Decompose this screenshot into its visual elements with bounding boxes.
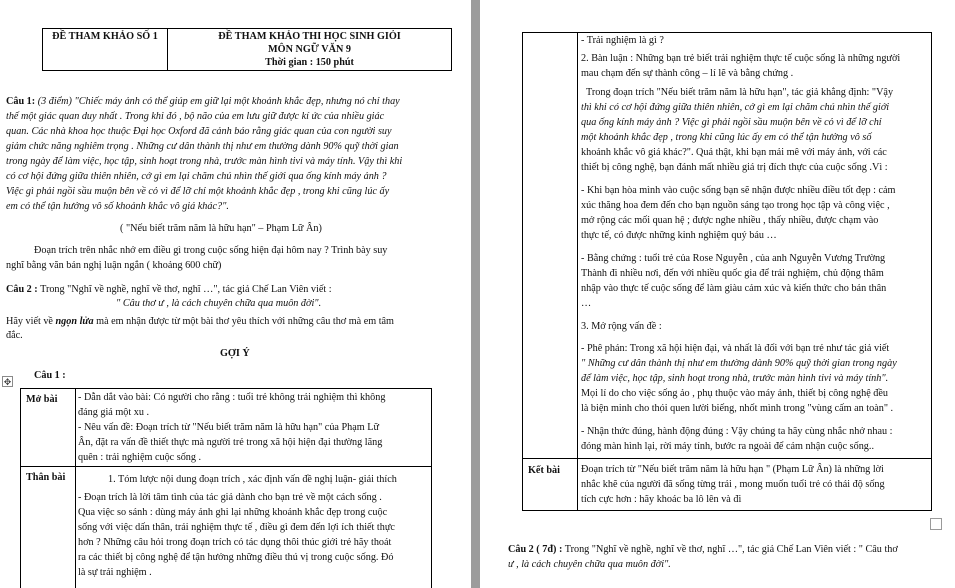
mo-bai-line: - Dẫn dắt vào bài: Có người cho rằng : tuổi trẻ không trải nghiệm thì không bbox=[78, 392, 386, 403]
hint-title: GỢI Ý bbox=[220, 348, 250, 359]
rp-line: - Trải nghiệm là gì ? bbox=[581, 35, 664, 46]
exam-header-table bbox=[42, 28, 452, 71]
rp-line: mở rộng các mối quan hệ ; được nghe nhiều , thấy nhiều, được chạm vào bbox=[581, 215, 879, 226]
q1-text-line: "Chiếc máy ảnh có thể giúp em giữ lại một khoảnh khắc đẹp, nhưng nó chỉ thay bbox=[74, 96, 400, 107]
rp-line: - Nhận thức đúng, hành động đúng : Vậy chúng ta hãy cùng nhắc nhở nhau : bbox=[581, 426, 893, 437]
than-bai-line: sống với việc dấn thân, trải nghiệm thực tế , điều gì đem đến lợi ích thiết thực bbox=[78, 522, 395, 533]
ket-bai-line: tích cực hơn : hãy khoác ba lô lên và đi bbox=[581, 494, 742, 505]
rp-line: - Bằng chứng : tuổi trẻ của Rose Nguyễn , của anh Nguyễn Vương Trường bbox=[581, 253, 886, 264]
outline-table-divider-right bbox=[577, 32, 578, 511]
mo-bai-label: Mở bài bbox=[26, 394, 58, 405]
rp-line: để làm việc, học tập, sinh hoạt trong nhà, trước màn hình tivi và máy tính". bbox=[581, 373, 889, 384]
q1-label: Câu 1: bbox=[6, 96, 36, 107]
resize-handle-icon[interactable] bbox=[930, 518, 942, 530]
exam-title-line1: ĐỀ THAM KHẢO THI HỌC SINH GIỎI bbox=[218, 31, 401, 42]
q2-answer-text2: ư , là cách chuyên chữa qua muôn đời". bbox=[508, 559, 671, 570]
rp-line: một khoảnh khắc đẹp , trong khi cũng lúc ấy em có thể tận hưởng vô số bbox=[581, 132, 872, 143]
mo-bai-line: đáng giá một xu . bbox=[78, 407, 150, 418]
rp-line: - Phê phán: Trong xã hội hiện đại, và nhất là đối với bạn trẻ như tác giả viết bbox=[581, 343, 890, 354]
exam-title-line2: MÔN NGỮ VĂN 9 bbox=[268, 44, 351, 55]
q1-first-line bbox=[6, 94, 400, 109]
exam-time: Thời gian : 150 phút bbox=[265, 57, 354, 68]
rp-line: 2. Bàn luận : Những bạn trẻ biết trải nghiệm thực tế cuộc sống là những người bbox=[581, 53, 901, 64]
q2-prompt-line bbox=[6, 282, 332, 297]
ket-bai-line: Đoạn trích từ "Nếu biết trăm năm là hữu hạn " (Phạm Lữ Ân) là những lời bbox=[581, 464, 884, 475]
rp-line: khoảnh khắc vô giá khác?". Quả thật, khi bạn mải mê với máy ảnh, với các bbox=[581, 147, 887, 158]
than-bai-line: hơn ? Những câu hỏi trong đoạn trích có tác dụng thôi thúc giới trẻ hãy thoát bbox=[78, 537, 392, 548]
rp-line: Mọi lí do cho việc sống ảo , phụ thuộc vào máy ảnh, thiết bị công nghệ đều bbox=[581, 388, 888, 399]
ket-bai-line: nhắc khẽ của người đã sống từng trải , mong muốn tuổi trẻ có thái độ sống bbox=[581, 479, 885, 490]
q2-answer-line bbox=[508, 542, 898, 557]
move-handle-icon[interactable]: ✥ bbox=[3, 377, 12, 387]
q1-text-line: quan. Các nhà khoa học thuộc Đại học Oxford đã cảnh báo rằng giác quan của con người suy bbox=[6, 126, 392, 137]
outline-table-row-divider bbox=[20, 466, 432, 467]
q1-text-line: em có thể tận hưởng vô số khoảnh khắc vô giá khác?". bbox=[6, 201, 229, 212]
ket-bai-row-divider bbox=[522, 458, 932, 459]
rp-line: - Khi bạn hòa mình vào cuộc sống bạn sẽ nhận được nhiều điều tốt đẹp : cảm bbox=[581, 185, 896, 196]
rp-line: Trong đoạn trích "Nếu biết trăm năm là hữu hạn", tác giả khẳng định: "Vậy bbox=[586, 87, 894, 98]
than-bai-line: là sự trải nghiệm . bbox=[78, 567, 152, 578]
outline-table-divider bbox=[75, 388, 76, 588]
q2-quote: " Câu thơ ư , là cách chuyên chữa qua muôn đời". bbox=[116, 298, 322, 309]
q2-prompt: Trong "Nghĩ về nghề, nghĩ về thơ, nghĩ …", tác giả Chế Lan Viên viết : bbox=[40, 284, 332, 295]
rp-line: Thành đi nhiều nơi, đến với nhiều quốc gia để trải nghiệm, chủ động thâm bbox=[581, 268, 884, 279]
mo-bai-line: - Nêu vấn đề: Đoạn trích từ "Nếu biết trăm năm là hữu hạn" của Phạm Lữ bbox=[78, 422, 379, 433]
q2-task-emphasis: ngọn lửa bbox=[55, 316, 94, 327]
mo-bai-line: Ân, đặt ra vấn đề thiết thực mà người trẻ trong xã hội hiện đại thường lãng bbox=[78, 437, 383, 448]
q2-answer-text: Trong "Nghĩ về nghề, nghĩ về thơ, nghĩ …", tác giả Chế Lan Viên viết : " Câu thơ bbox=[564, 544, 898, 555]
mo-bai-line: quên : trải nghiệm cuộc sống . bbox=[78, 452, 202, 463]
rp-line: là biện minh cho thói quen lười biếng, nhốt mình trong "vùng cấm an toàn" . bbox=[581, 403, 894, 414]
exam-ref-cell: ĐỀ THAM KHẢO SỐ 1 bbox=[43, 29, 168, 71]
q1-text-line: thế một giác quan duy nhất . Trong khi đó , bộ não của em lưu giữ được kí ức của nhiều giác bbox=[6, 111, 385, 122]
rp-line: nhập vào thực tế cuộc sống để làm giàu cảm xúc và kiến thức cho bản thân bbox=[581, 283, 887, 294]
rp-line: thực tế, có được những kinh nghiệm quý báu … bbox=[581, 230, 777, 241]
q1-text-line: có cơ hội đứng giữa thiên nhiên, cớ gì em lại chăm chú nhìn thế giới qua ống kính máy ảnh ? bbox=[6, 171, 387, 182]
q2-answer-label: Câu 2 ( 7đ) : bbox=[508, 544, 563, 555]
q1-points: (3 điểm) bbox=[37, 96, 72, 107]
rp-line: đóng màn hình lại, rời máy tính, bước ra ngoài để cảm nhận cuộc sống.. bbox=[581, 441, 874, 452]
hint-cau1-label: Câu 1 : bbox=[34, 370, 66, 381]
document-page-right bbox=[480, 0, 955, 588]
rp-line: 3. Mở rộng vấn đề : bbox=[581, 321, 662, 332]
q1-source: ( "Nếu biết trăm năm là hữu hạn" – Phạm Lữ Ân) bbox=[120, 223, 322, 234]
q2-label: Câu 2 : bbox=[6, 284, 38, 295]
exam-title-cell bbox=[168, 29, 452, 71]
q2-task-line: Hãy viết về ngọn lửa mà em nhận được từ một bài thơ yêu thích với những câu thơ mà em tâm bbox=[6, 316, 394, 327]
q1-text-line: giảm chức năng nghiêm trọng . Những cư dân thành thị như em thường dành 90% quỹ thời gian bbox=[6, 141, 399, 152]
than-bai-line: 1. Tóm lược nội dung đoạn trích , xác định vấn đề nghị luận- giải thích bbox=[108, 474, 397, 485]
rp-line: " Những cư dân thành thị như em thường dành 90% quỹ thời gian trong ngày bbox=[581, 358, 897, 369]
q1-text-line: Việc gì phải ngồi sầu muộn bên về cỏ vì để lỡ chỉ một khoảnh khắc đẹp , trong khi cũng lúc ấy bbox=[6, 186, 390, 197]
document-page-left bbox=[0, 0, 471, 588]
rp-line: mau chạm đến sự thành công – lí lẽ và bằng chứng . bbox=[581, 68, 794, 79]
q1-task-line: nghĩ bằng văn bản nghị luận ngắn ( khoảng 600 chữ) bbox=[6, 260, 222, 271]
q2-task-end: đắc. bbox=[6, 330, 23, 341]
than-bai-line: - Đoạn trích là lời tâm tình của tác giả dành cho bạn trẻ về một cách sống . bbox=[78, 492, 382, 503]
than-bai-label: Thân bài bbox=[26, 472, 66, 483]
rp-line: thì khi có cơ hội đứng giữa thiên nhiên, cớ gì em lại chăm chú nhìn thế giới bbox=[581, 102, 890, 113]
rp-line: … bbox=[581, 298, 592, 309]
rp-line: thiết bị công nghệ, bạn đánh mất nhiều giá trị đích thực của cuộc sống .Vì : bbox=[581, 162, 888, 173]
q1-text-line: trong ngày để làm việc, học tập, sinh hoạt trong nhà, trước màn hình tivi và máy tính. Vậy thì khi bbox=[6, 156, 403, 167]
than-bai-line: Qua việc so sánh : dùng máy ảnh ghi lại những khoảnh khắc đẹp trong cuộc bbox=[78, 507, 388, 518]
than-bai-line: ra các thiết bị công nghệ để tận hưởng những điều thú vị trong cuộc sống. Đó bbox=[78, 552, 394, 563]
q1-task-line: Đoạn trích trên nhắc nhở em điều gì trong cuộc sống hiện đại hôm nay ? Trình bày suy bbox=[34, 245, 388, 256]
ket-bai-label: Kết bài bbox=[528, 465, 560, 476]
rp-line: xúc thăng hoa đem đến cho bạn nguồn sáng tạo trong học tập và công việc , bbox=[581, 200, 890, 211]
rp-line: qua ống kính máy ảnh ? Việc gì phải ngồi sầu muộn bên về cỏ vì để lỡ chỉ bbox=[581, 117, 882, 128]
